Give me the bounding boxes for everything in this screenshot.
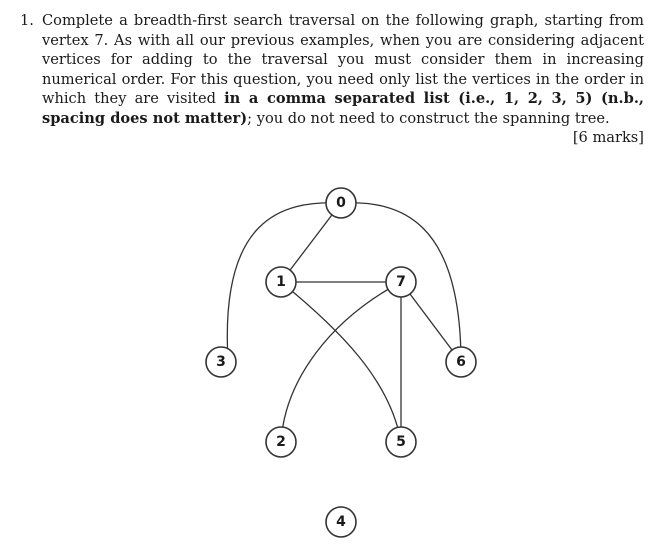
marks-label: [6 marks]: [572, 129, 644, 146]
vertex-label-0: 0: [336, 195, 346, 211]
vertex-0: [326, 188, 356, 218]
vertex-label-1: 1: [276, 274, 286, 290]
vertex-3: [206, 347, 236, 377]
vertex-6: [446, 347, 476, 377]
vertex-label-5: 5: [396, 434, 406, 450]
edge-7-2: [281, 282, 401, 442]
vertex-label-3: 3: [216, 354, 226, 370]
vertex-5: [386, 427, 416, 457]
vertex-label-2: 2: [276, 434, 286, 450]
question-text-part2: ; you do not need to construct the spanning tree.: [247, 109, 610, 127]
vertex-2: [266, 427, 296, 457]
vertex-7: [386, 267, 416, 297]
edge-1-5: [281, 282, 401, 442]
vertex-label-4: 4: [336, 514, 346, 530]
vertex-1: [266, 267, 296, 297]
vertex-label-6: 6: [456, 354, 466, 370]
vertex-4: [326, 507, 356, 537]
vertex-label-7: 7: [396, 274, 406, 290]
question-text-part1: Complete a breadth-first search traversal on the following graph, starting from vertex 7. As with all our previous examples, when you are considering adjacent vertices for adding to the traversal you must consider them in increasing numerical order. For this question, you need only list the vertices in the order in which they are visited: [42, 12, 644, 107]
question-text-bold: in a comma separated list (i.e., 1, 2, 3, 5) (n.b., spacing does not matter): [42, 90, 644, 127]
question-number: 1.: [20, 12, 34, 29]
